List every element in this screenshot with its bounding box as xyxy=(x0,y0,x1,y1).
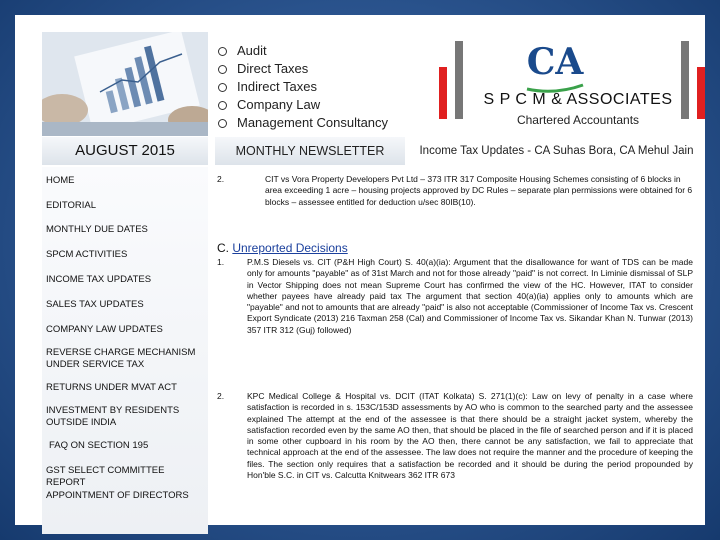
circle-bullet-icon xyxy=(218,83,227,92)
header-photo xyxy=(42,32,208,136)
sidebar-item-investment-outside-india[interactable]: INVESTMENT BY RESIDENTS OUTSIDE INDIA xyxy=(46,405,180,428)
item-text: CIT vs Vora Property Developers Pvt Ltd – 373 ITR 317 Composite Housing Schemes consisting of 6 blocks in area exceeding 1 acre – housing projects approved by DC Rules – separate plan permissions were obtained for 6 blocks – assessee entitled for deduction u/sec 80IB(10). xyxy=(265,174,693,207)
sidebar-item-appointment-directors[interactable]: APPOINTMENT OF DIRECTORS xyxy=(46,490,189,501)
newsletter-page xyxy=(15,15,705,525)
sidebar-item-reverse-charge[interactable]: REVERSE CHARGE MECHANISM UNDER SERVICE TAX xyxy=(46,347,196,370)
service-item: Company Law xyxy=(215,96,425,114)
sidebar-nav xyxy=(42,167,208,534)
service-item: Indirect Taxes xyxy=(215,78,425,96)
section-title: Unreported Decisions xyxy=(232,241,348,255)
logo-bar-red-right xyxy=(697,67,705,119)
item-number: 2. xyxy=(217,174,225,184)
sidebar-item-home[interactable]: HOME xyxy=(46,175,75,186)
firm-subtitle: Chartered Accountants xyxy=(516,113,640,127)
sidebar-item-sales-tax-updates[interactable]: SALES TAX UPDATES xyxy=(46,299,144,310)
sidebar-item-gst-committee-report[interactable]: GST SELECT COMMITTEE REPORT xyxy=(46,465,165,488)
ca-logo-mark: CA xyxy=(526,41,584,83)
sidebar-item-company-law-updates[interactable]: COMPANY LAW UPDATES xyxy=(46,324,163,335)
circle-bullet-icon xyxy=(218,47,227,56)
section-heading xyxy=(217,241,348,255)
section-topic: Income Tax Updates - CA Suhas Bora, CA Mehul Jain xyxy=(419,145,694,157)
newsletter-title: MONTHLY NEWSLETTER xyxy=(215,137,405,165)
service-item: Direct Taxes xyxy=(215,60,425,78)
logo-bar-gray-left xyxy=(455,41,463,119)
business-chart-photo xyxy=(42,32,208,136)
section-letter: C. xyxy=(217,241,229,255)
circle-bullet-icon xyxy=(218,65,227,74)
item-number: 2. xyxy=(217,391,225,401)
service-item: Audit xyxy=(215,42,425,60)
item-text: KPC Medical College & Hospital vs. DCIT (ITAT Kolkata) S. 271(1)(c): Law on levy of penalty in a case where satisfaction is recorded in s. 153C/153D assessments by AO who is common to the searched party and the assessee explained The attempt at the end of the assessee is that there should be a straight jacket system, whereby the satisfaction recorded even by the same AO then, that should be placed in the file of searched person and if it is placed in some other cupboard in his room by the AO then, there cannot be any satisfaction, we fail to appreciate that technical approach at the end of the assessee. The law does not require the manner and the procedure of keeping the files. The section only requires that a satisfaction be recorded and it should be during the period propounded by Hon'ble S.C. in CIT vs. Calcutta Knitwears 362 ITR 673 xyxy=(247,391,693,481)
sidebar-item-monthly-due-dates[interactable]: MONTHLY DUE DATES xyxy=(46,224,148,235)
firm-logo xyxy=(435,33,705,133)
services-list xyxy=(215,42,425,132)
firm-name: S P C M & ASSOCIATES xyxy=(483,91,673,108)
service-item: Management Consultancy xyxy=(215,114,425,132)
main-content xyxy=(215,167,693,527)
sidebar-item-spcm-activities[interactable]: SPCM ACTIVITIES xyxy=(46,249,128,260)
sidebar-item-income-tax-updates[interactable]: INCOME TAX UPDATES xyxy=(46,274,152,285)
logo-bar-red-left xyxy=(439,67,447,119)
sidebar-item-faq-section-195[interactable]: FAQ ON SECTION 195 xyxy=(49,440,149,451)
circle-bullet-icon xyxy=(218,101,227,110)
item-number: 1. xyxy=(217,257,225,267)
sidebar-item-returns-mvat[interactable]: RETURNS UNDER MVAT ACT xyxy=(46,382,177,393)
circle-bullet-icon xyxy=(218,119,227,128)
item-text: P.M.S Diesels vs. CIT (P&H High Court) S. 40(a)(ia): Argument that the disallowance for want of TDS can be made only for amounts "payable" as of 31st March and not for those already "paid" is not correct. In Liminie dismissal of SLP in Vector Shipping does not mean Supreme Court has confirmed the view of the HC. However, ITAT to consider whether payees have already paid tax The argument that section 40(a)(ia) applies only to amounts which are "payable" and not to amounts that are already "paid" is also not acceptable (Commissioner of Income Tax vs. Crescent Export Syndicate (2013) 216 Taxman 258 (Cal) and Commissioner of Income Tax vs. Sikandar Khan N. Tunwar (2013) 357 ITR 312 (Guj) followed) xyxy=(247,257,693,335)
issue-month: AUGUST 2015 xyxy=(42,137,208,165)
sidebar-item-editorial[interactable]: EDITORIAL xyxy=(46,200,96,211)
